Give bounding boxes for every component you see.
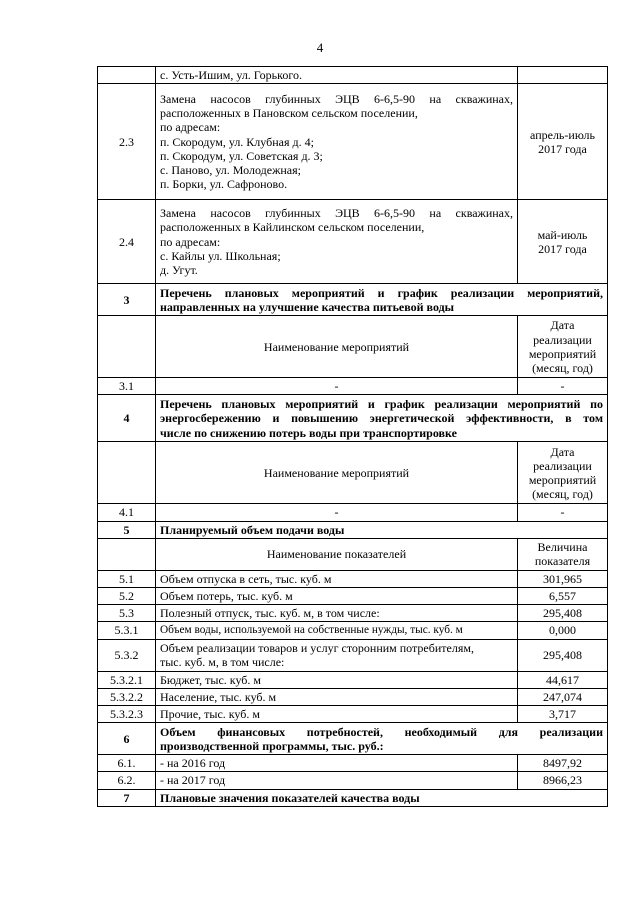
section-title — [156, 395, 608, 442]
row-text — [156, 84, 518, 200]
section-5-header-row — [98, 538, 608, 570]
header-line: Величина — [537, 540, 588, 555]
header-value — [518, 538, 608, 570]
text-line: направленных на улучшение качества питьевой воды — [160, 299, 455, 314]
text-line: с. Кайлы ул. Школьная; — [160, 248, 281, 263]
section-3-heading-row — [98, 284, 608, 316]
text-line: с. Паново, ул. Молодежная; — [160, 163, 301, 177]
header-line: Дата — [550, 318, 575, 333]
header-line: мероприятий — [528, 346, 597, 361]
header-num-cell — [98, 316, 156, 378]
section-num: 5 — [98, 521, 156, 538]
table-row-5-3-2-2 — [98, 688, 608, 705]
row-num: 5.2 — [98, 588, 156, 605]
date-line: 2017 года — [538, 141, 587, 156]
row-text: Объем воды, используемой на собственные нужды, тыс. куб. м — [156, 622, 518, 639]
row-text — [156, 200, 518, 284]
text-line: Замена насосов глубинных ЭЦВ 6-6,5-90 на скважинах, — [160, 206, 513, 221]
section-4-header-row — [98, 442, 608, 504]
row-text: Объем потерь, тыс. куб. м — [156, 588, 518, 605]
header-name: Наименование показателей — [156, 538, 518, 570]
text-line: расположенных в Пановском сельском поселении, — [160, 106, 418, 121]
date-line: 2017 года — [538, 241, 587, 256]
section-num: 4 — [98, 395, 156, 442]
table-row-6-1 — [98, 755, 608, 772]
row-value: 6,557 — [518, 588, 608, 605]
row-num: 6.1. — [98, 755, 156, 772]
row-value: 3,717 — [518, 706, 608, 723]
header-line: реализации — [533, 458, 592, 473]
row-num: 4.1 — [98, 504, 156, 521]
header-date — [518, 442, 608, 504]
row-num: 3.1 — [98, 378, 156, 395]
table-row-6-2 — [98, 772, 608, 789]
header-line: показателя — [534, 554, 591, 569]
row-num: 5.1 — [98, 570, 156, 587]
table-row-4-1 — [98, 504, 608, 521]
date-line: апрель-июль — [530, 127, 595, 142]
row-value: 0,000 — [518, 622, 608, 639]
header-date — [518, 316, 608, 378]
row-value: 247,074 — [518, 688, 608, 705]
row-value: 295,408 — [518, 639, 608, 671]
section-title — [156, 723, 608, 755]
row-value: 301,965 — [518, 570, 608, 587]
section-num: 3 — [98, 284, 156, 316]
table-row-3-1 — [98, 378, 608, 395]
row-date — [518, 200, 608, 284]
header-name: Наименование мероприятий — [156, 442, 518, 504]
text-line: производственной программы, тыс. руб.: — [160, 738, 384, 753]
row-value: 8966,23 — [518, 772, 608, 789]
section-title: Планируемый объем подачи воды — [156, 521, 608, 538]
row-text: - на 2017 год — [156, 772, 518, 789]
row-num-cell — [98, 67, 156, 84]
row-date-cell — [518, 67, 608, 84]
text-line: Объем финансовых потребностей, необходимый для реализации — [160, 724, 603, 739]
text-line: п. Борки, ул. Сафроново. — [160, 177, 288, 192]
text-line: п. Скородум, ул. Советская д. 3; — [160, 148, 323, 163]
table-row-5-3-2 — [98, 639, 608, 671]
text-line: по адресам: — [160, 234, 221, 249]
row-num: 5.3.2.2 — [98, 688, 156, 705]
text-line: расположенных в Кайлинском сельском поселении, — [160, 220, 425, 235]
row-num: 5.3 — [98, 605, 156, 622]
row-text: Полезный отпуск, тыс. куб. м, в том числе: — [156, 605, 518, 622]
section-title — [156, 284, 608, 316]
row-text — [156, 639, 518, 671]
text-line: Перечень плановых мероприятий и график реализации мероприятий, — [160, 285, 603, 300]
row-text: - на 2016 год — [156, 755, 518, 772]
section-6-heading-row — [98, 723, 608, 755]
table-row-5-3-2-3 — [98, 706, 608, 723]
row-value: 44,617 — [518, 671, 608, 688]
row-num: 5.3.2 — [98, 639, 156, 671]
table-row-2-4 — [98, 200, 608, 284]
header-num-cell — [98, 538, 156, 570]
text-line: энергосбережению и повышению энергетической эффективности, в том — [160, 411, 603, 426]
row-date: - — [518, 378, 608, 395]
row-num: 5.3.2.3 — [98, 706, 156, 723]
text-line: тыс. куб. м, в том числе: — [160, 655, 285, 670]
row-value: 295,408 — [518, 605, 608, 622]
row-date — [518, 84, 608, 200]
text-line: по адресам: — [160, 120, 221, 135]
header-line: реализации — [533, 332, 592, 347]
text-line: п. Скородум, ул. Клубная д. 4; — [160, 134, 314, 149]
table-row-5-1 — [98, 570, 608, 587]
header-line: мероприятий — [528, 472, 597, 487]
row-text: Объем отпуска в сеть, тыс. куб. м — [156, 570, 518, 587]
page-number: 4 — [316, 40, 324, 55]
text-line: д. Угут. — [160, 263, 198, 277]
program-table — [97, 66, 608, 807]
row-date: - — [518, 504, 608, 521]
row-text: Бюджет, тыс. куб. м — [156, 671, 518, 688]
date-line: май-июль — [537, 227, 588, 242]
text-line: Замена насосов глубинных ЭЦВ 6-6,5-90 на скважинах, — [160, 91, 513, 106]
row-num: 5.3.1 — [98, 622, 156, 639]
row-text: с. Усть-Ишим, ул. Горького. — [156, 67, 518, 84]
section-7-heading-row — [98, 789, 608, 806]
row-text: Население, тыс. куб. м — [156, 688, 518, 705]
text-line: Перечень плановых мероприятий и график реализации мероприятий по — [160, 397, 603, 412]
section-title: Плановые значения показателей качества воды — [156, 789, 608, 806]
section-3-header-row — [98, 316, 608, 378]
table-row-5-3-1 — [98, 622, 608, 639]
row-text: - — [156, 378, 518, 395]
text-line: Объем реализации товаров и услуг сторонним потребителям, — [160, 640, 474, 655]
table-row-5-3 — [98, 605, 608, 622]
section-4-heading-row — [98, 395, 608, 442]
header-line: Дата — [550, 444, 575, 459]
section-5-heading-row — [98, 521, 608, 538]
row-num: 5.3.2.1 — [98, 671, 156, 688]
header-num-cell — [98, 442, 156, 504]
header-line: (месяц, год) — [532, 487, 593, 502]
row-num: 2.4 — [98, 200, 156, 284]
row-text: Прочие, тыс. куб. м — [156, 706, 518, 723]
table-row-5-2 — [98, 588, 608, 605]
section-num: 6 — [98, 723, 156, 755]
header-line: (месяц, год) — [532, 360, 593, 375]
table-row-2-3 — [98, 84, 608, 200]
table-row-5-3-2-1 — [98, 671, 608, 688]
text-line: числе по снижению потерь воды при транспортировке — [160, 425, 457, 440]
row-num: 2.3 — [98, 84, 156, 200]
table-row — [98, 67, 608, 84]
section-num: 7 — [98, 789, 156, 806]
row-num: 6.2. — [98, 772, 156, 789]
row-value: 8497,92 — [518, 755, 608, 772]
row-text: - — [156, 504, 518, 521]
header-name: Наименование мероприятий — [156, 316, 518, 378]
